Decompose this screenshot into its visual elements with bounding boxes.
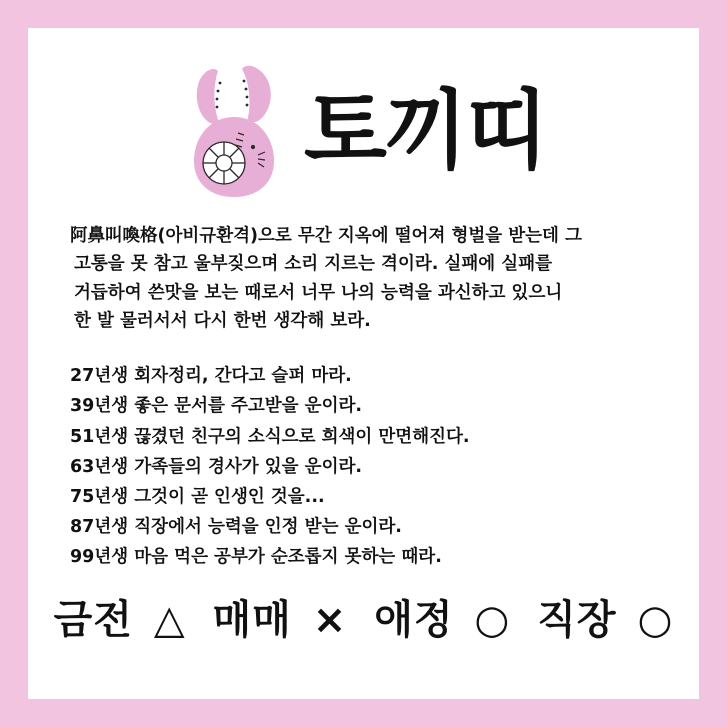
list-item: 27년생 회자정리, 간다고 슬퍼 마라. (70, 366, 352, 387)
fortune-love (374, 588, 510, 645)
page-title: 토끼띠 (303, 81, 548, 181)
fortune-money-mark: △ (153, 597, 186, 644)
fortune-money-label: 금전 (53, 597, 133, 644)
year-fortune-list (70, 361, 657, 572)
intro-paragraph (70, 222, 657, 335)
fortune-card (28, 28, 699, 699)
fortune-trade-mark: × (312, 597, 348, 644)
intro-line: 거듭하여 쓴맛을 보는 때로서 너무 나의 능력을 과신하고 있으니 (74, 282, 563, 303)
list-item: 51년생 끊겼던 친구의 소식으로 희색이 만면해진다. (70, 426, 470, 447)
fortune-work-mark: ○ (637, 597, 674, 644)
fortune-work-label: 직장 (537, 597, 617, 644)
list-item: 39년생 좋은 문서를 주고받을 운이라. (70, 396, 363, 417)
fortune-love-mark: ○ (474, 597, 511, 644)
list-item: 99년생 마음 먹은 공부가 순조롭지 못하는 때라. (70, 546, 442, 567)
list-item: 63년생 가족들의 경사가 있을 운이라. (70, 456, 363, 477)
card-header (28, 58, 699, 208)
fortune-trade (213, 588, 348, 645)
intro-line: 고통을 못 참고 울부짖으며 소리 지르는 격이라. 실패에 실패를 (74, 254, 553, 275)
fortune-summary (28, 588, 699, 645)
intro-line: 阿鼻叫喚格(아비규환격)으로 무간 지옥에 떨어져 형벌을 받는데 그 (70, 226, 582, 246)
fortune-trade-label: 매매 (212, 597, 292, 644)
intro-line: 한 발 물러서서 다시 한번 생각해 보라. (74, 311, 371, 332)
fortune-money (54, 588, 186, 645)
fortune-work (537, 588, 673, 645)
rabbit-illustration-icon (180, 63, 300, 203)
fortune-love-label: 애정 (374, 597, 454, 644)
list-item: 87년생 직장에서 능력을 인정 받는 운이라. (70, 516, 402, 537)
list-item: 75년생 그것이 곧 인생인 것을... (70, 486, 325, 507)
